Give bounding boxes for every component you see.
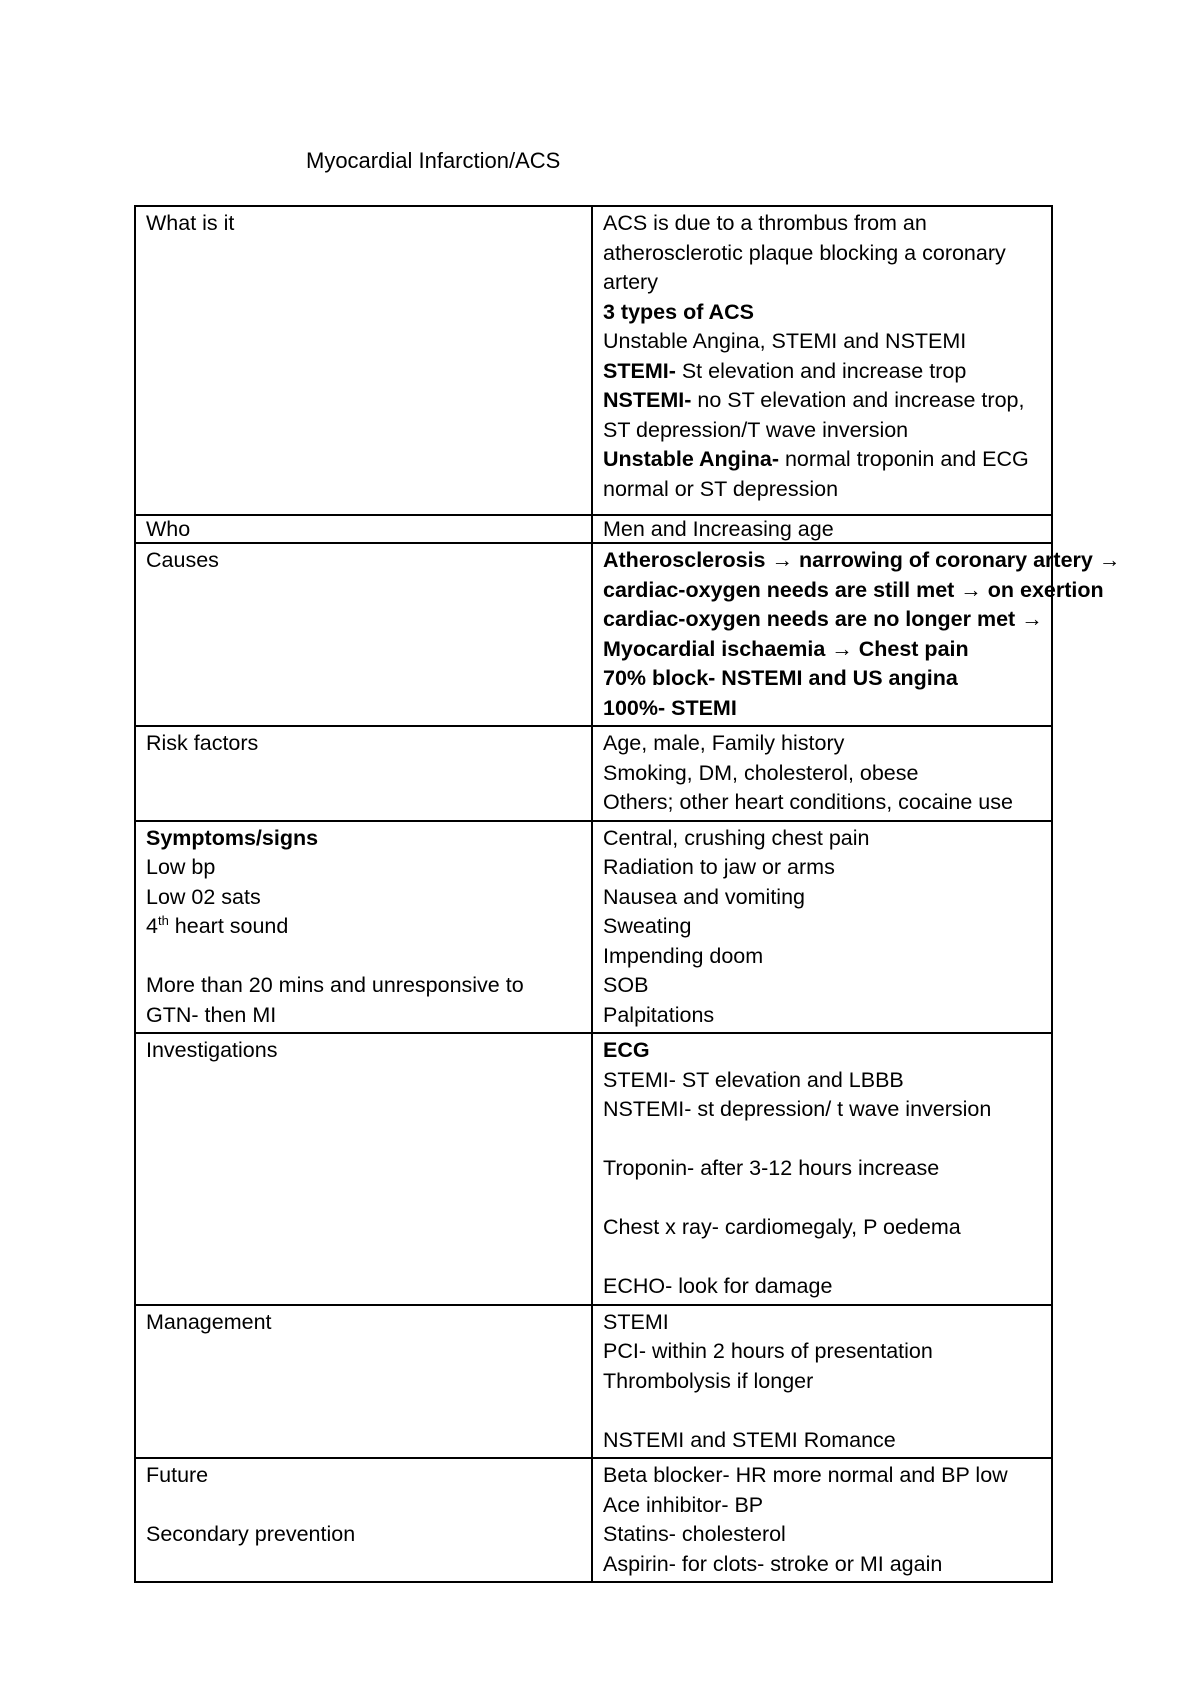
- row-content-cell: [592, 821, 1052, 1034]
- content-line: NSTEMI- st depression/ t wave inversion: [603, 1097, 992, 1121]
- content-line: Others; other heart conditions, cocaine use: [603, 790, 1013, 814]
- content-line: Chest x ray- cardiomegaly, P oedema: [603, 1215, 961, 1239]
- row-content-cell: [592, 543, 1121, 726]
- table-row: [135, 1305, 1052, 1459]
- content-line: Central, crushing chest pain: [603, 825, 870, 850]
- content-line: NSTEMI and STEMI Romance: [603, 1427, 896, 1452]
- content-line: Low 02 sats: [146, 884, 261, 909]
- table-row: [135, 515, 1052, 543]
- row-label-cell: [135, 821, 592, 1034]
- row-label: What is it: [146, 211, 235, 235]
- row-content-cell: [592, 726, 1052, 821]
- content-line: Radiation to jaw or arms: [603, 855, 835, 879]
- row-label: Symptoms/signs: [146, 825, 319, 850]
- table-row: [135, 543, 1052, 726]
- content-line: Sweating: [603, 914, 692, 938]
- row-label: Future: [146, 1463, 209, 1487]
- content-line: STEMI- ST elevation and LBBB: [603, 1067, 904, 1092]
- content-line: atherosclerotic plaque blocking a coronary: [603, 240, 1006, 265]
- row-label-cell: [135, 1033, 592, 1305]
- term-text: normal troponin and ECG: [779, 447, 1029, 471]
- table-row: [135, 821, 1052, 1034]
- content-line: Statins- cholesterol: [603, 1522, 786, 1546]
- content-line: SOB: [603, 973, 649, 997]
- content-line: [603, 386, 1041, 416]
- subheading: 3 types of ACS: [603, 299, 754, 324]
- content-text: heart sound: [168, 914, 289, 938]
- content-line: [603, 635, 1041, 665]
- arrow-right-icon: →: [1021, 607, 1043, 631]
- row-label: Investigations: [146, 1038, 278, 1062]
- content-line: STEMI: [603, 1309, 669, 1334]
- row-label-cell: [135, 1305, 592, 1459]
- spacer: [603, 1125, 1041, 1155]
- content-line: Aspirin- for clots- stroke or MI again: [603, 1551, 943, 1576]
- term-text: St elevation and increase trop: [675, 358, 967, 383]
- content-line: [146, 912, 581, 942]
- row-label: Secondary prevention: [146, 1522, 356, 1546]
- spacer: [603, 1184, 1041, 1214]
- cause-text: Atherosclerosis: [603, 548, 772, 572]
- row-content-cell: [592, 1305, 1052, 1459]
- arrow-right-icon: →: [771, 548, 793, 572]
- content-line: 100%- STEMI: [603, 695, 737, 720]
- row-label-cell: [135, 1458, 592, 1582]
- row-label-cell: [135, 515, 592, 543]
- content-line: [603, 576, 1104, 606]
- row-label-cell: [135, 206, 592, 515]
- content-line: Palpitations: [603, 1002, 715, 1027]
- cause-text: narrowing of coronary artery: [792, 548, 1099, 572]
- spacer: [146, 1491, 581, 1521]
- content-line: 70% block- NSTEMI and US angina: [603, 666, 958, 690]
- content-line: Low bp: [146, 855, 216, 879]
- cause-text: cardiac-oxygen needs are still met: [603, 577, 961, 602]
- cause-text: Myocardial ischaemia: [603, 636, 832, 661]
- term-label: STEMI-: [603, 358, 676, 383]
- table-row: [135, 726, 1052, 821]
- content-line: More than 20 mins and unresponsive to: [146, 973, 524, 997]
- ordinal-number: 4: [146, 914, 158, 938]
- content-line: artery: [603, 270, 658, 294]
- content-line: [603, 357, 1041, 387]
- spacer: [603, 1243, 1041, 1273]
- cause-text: cardiac-oxygen needs are no longer met: [603, 607, 1022, 631]
- content-line: [603, 546, 1121, 576]
- content-line: [603, 445, 1041, 475]
- content-line: Men and Increasing age: [603, 517, 834, 541]
- subheading: ECG: [603, 1038, 650, 1062]
- content-line: Thrombolysis if longer: [603, 1368, 814, 1393]
- row-content-cell: [592, 515, 1052, 543]
- cause-text: Chest pain: [852, 636, 969, 661]
- ordinal-suffix: th: [157, 912, 169, 928]
- content-line: Impending doom: [603, 943, 764, 968]
- row-label-cell: [135, 543, 592, 726]
- term-text: no ST elevation and increase trop,: [691, 388, 1025, 412]
- row-label: Causes: [146, 548, 219, 572]
- content-line: Unstable Angina, STEMI and NSTEMI: [603, 329, 967, 353]
- content-line: Ace inhibitor- BP: [603, 1492, 764, 1517]
- row-content-cell: [592, 1033, 1052, 1305]
- term-label: Unstable Angina-: [603, 447, 779, 471]
- spacer: [603, 1396, 1041, 1426]
- content-line: Nausea and vomiting: [603, 884, 805, 909]
- table-row: [135, 1033, 1052, 1305]
- table-row: [135, 1458, 1052, 1582]
- cause-text: on exertion: [981, 577, 1104, 602]
- table-row: [135, 206, 1052, 515]
- row-label: Who: [146, 517, 191, 541]
- row-label-cell: [135, 726, 592, 821]
- row-label: Management: [146, 1309, 272, 1334]
- content-line: ECHO- look for damage: [603, 1274, 833, 1298]
- row-label: Risk factors: [146, 731, 259, 755]
- content-line: normal or ST depression: [603, 476, 839, 501]
- acs-table: [134, 205, 1121, 1583]
- content-line: ST depression/T wave inversion: [603, 417, 909, 442]
- spacer: [603, 504, 1041, 512]
- content-line: Smoking, DM, cholesterol, obese: [603, 760, 919, 785]
- content-line: Troponin- after 3-12 hours increase: [603, 1156, 940, 1180]
- page-title: Myocardial Infarction/ACS: [306, 148, 561, 173]
- content-line: PCI- within 2 hours of presentation: [603, 1339, 933, 1363]
- arrow-right-icon: →: [1098, 548, 1121, 572]
- content-line: [603, 605, 1041, 635]
- term-label: NSTEMI-: [603, 388, 692, 412]
- content-line: ACS is due to a thrombus from an: [603, 211, 927, 235]
- row-content-cell: [592, 206, 1052, 515]
- arrow-right-icon: →: [960, 577, 982, 602]
- row-content-cell: [592, 1458, 1052, 1582]
- arrow-right-icon: →: [831, 636, 853, 661]
- content-line: GTN- then MI: [146, 1002, 277, 1027]
- content-line: Beta blocker- HR more normal and BP low: [603, 1463, 1008, 1487]
- content-line: Age, male, Family history: [603, 731, 845, 755]
- spacer: [146, 942, 581, 972]
